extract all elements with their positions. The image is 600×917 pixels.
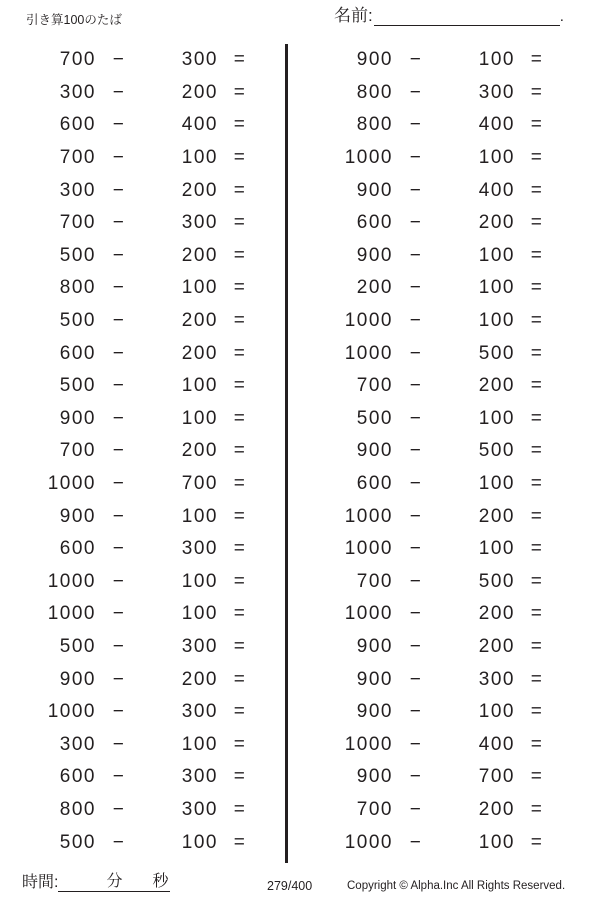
equals-icon: = — [233, 635, 247, 657]
problem-row — [297, 794, 580, 827]
operand-b: 200 — [181, 310, 218, 332]
minus-icon: − — [409, 603, 423, 625]
minus-icon: − — [409, 570, 423, 592]
equals-icon: = — [233, 244, 247, 266]
problem-row — [297, 337, 580, 370]
minutes-input[interactable] — [58, 872, 104, 892]
operand-b: 300 — [478, 668, 515, 690]
minus-icon: − — [409, 733, 423, 755]
equals-icon: = — [530, 212, 544, 234]
minus-icon: − — [112, 668, 126, 690]
operand-a: 1000 — [344, 505, 393, 527]
operand-a: 500 — [59, 635, 96, 657]
operand-a: 800 — [356, 114, 393, 136]
operand-a: 1000 — [47, 701, 96, 723]
problem-row — [0, 174, 283, 207]
operand-a: 900 — [59, 505, 96, 527]
minus-icon: − — [409, 538, 423, 560]
equals-icon: = — [530, 440, 544, 462]
problem-row — [0, 826, 283, 859]
minus-icon: − — [409, 49, 423, 71]
minus-icon: − — [112, 473, 126, 495]
operand-b: 200 — [478, 375, 515, 397]
operand-a: 700 — [356, 570, 393, 592]
seconds-input[interactable] — [124, 872, 150, 892]
operand-a: 600 — [59, 766, 96, 788]
problem-area — [0, 44, 600, 864]
equals-icon: = — [233, 505, 247, 527]
operand-a: 900 — [356, 49, 393, 71]
problem-row — [297, 598, 580, 631]
operand-a: 600 — [59, 538, 96, 560]
operand-a: 800 — [356, 81, 393, 103]
equals-icon: = — [233, 179, 247, 201]
operand-b: 100 — [478, 49, 515, 71]
operand-b: 300 — [478, 81, 515, 103]
operand-a: 800 — [59, 277, 96, 299]
operand-b: 400 — [478, 179, 515, 201]
problem-row — [0, 272, 283, 305]
minus-icon: − — [112, 733, 126, 755]
operand-b: 200 — [478, 505, 515, 527]
operand-b: 300 — [181, 538, 218, 560]
operand-a: 200 — [356, 277, 393, 299]
operand-b: 300 — [181, 49, 218, 71]
minus-icon: − — [112, 570, 126, 592]
operand-b: 300 — [181, 798, 218, 820]
problem-row — [0, 696, 283, 729]
equals-icon: = — [530, 831, 544, 853]
operand-a: 1000 — [344, 603, 393, 625]
minus-icon: − — [112, 766, 126, 788]
equals-icon: = — [233, 766, 247, 788]
page-title: 引き算100のたば — [26, 13, 122, 27]
minus-icon: − — [112, 147, 126, 169]
equals-icon: = — [530, 179, 544, 201]
problem-row — [0, 44, 283, 77]
operand-b: 100 — [478, 473, 515, 495]
operand-b: 200 — [181, 342, 218, 364]
problem-row — [297, 696, 580, 729]
operand-b: 200 — [478, 635, 515, 657]
problem-row — [297, 109, 580, 142]
equals-icon: = — [233, 701, 247, 723]
minus-icon: − — [409, 407, 423, 429]
operand-a: 700 — [356, 798, 393, 820]
operand-a: 1000 — [344, 342, 393, 364]
minus-icon: − — [409, 668, 423, 690]
minus-icon: − — [409, 179, 423, 201]
operand-b: 700 — [478, 766, 515, 788]
operand-b: 100 — [181, 570, 218, 592]
equals-icon: = — [530, 49, 544, 71]
equals-icon: = — [233, 668, 247, 690]
problem-row — [0, 207, 283, 240]
operand-a: 500 — [59, 244, 96, 266]
problem-row — [297, 174, 580, 207]
equals-icon: = — [530, 310, 544, 332]
operand-a: 900 — [356, 440, 393, 462]
problem-row — [0, 794, 283, 827]
problem-row — [297, 305, 580, 338]
minus-icon: − — [112, 603, 126, 625]
problem-row — [0, 566, 283, 599]
operand-a: 500 — [59, 310, 96, 332]
problem-row — [0, 500, 283, 533]
equals-icon: = — [233, 277, 247, 299]
problem-row — [297, 631, 580, 664]
equals-icon: = — [530, 147, 544, 169]
operand-a: 300 — [59, 81, 96, 103]
operand-a: 900 — [356, 244, 393, 266]
operand-a: 1000 — [344, 831, 393, 853]
operand-b: 100 — [181, 603, 218, 625]
operand-a: 600 — [356, 212, 393, 234]
problem-row — [297, 826, 580, 859]
operand-b: 700 — [181, 473, 218, 495]
minus-icon: − — [112, 310, 126, 332]
equals-icon: = — [233, 49, 247, 71]
operand-b: 100 — [181, 407, 218, 429]
operand-b: 100 — [478, 701, 515, 723]
problem-column-right — [297, 44, 580, 859]
minus-icon: − — [112, 538, 126, 560]
operand-b: 200 — [478, 798, 515, 820]
operand-b: 400 — [181, 114, 218, 136]
equals-icon: = — [530, 570, 544, 592]
operand-a: 700 — [356, 375, 393, 397]
operand-b: 500 — [478, 440, 515, 462]
operand-b: 200 — [478, 603, 515, 625]
operand-b: 200 — [181, 440, 218, 462]
problem-row — [0, 305, 283, 338]
operand-a: 1000 — [344, 733, 393, 755]
minus-icon: − — [112, 81, 126, 103]
minus-icon: − — [112, 212, 126, 234]
equals-icon: = — [530, 114, 544, 136]
operand-a: 300 — [59, 179, 96, 201]
problem-row — [297, 403, 580, 436]
minus-icon: − — [112, 277, 126, 299]
minus-icon: − — [409, 342, 423, 364]
minus-icon: − — [409, 277, 423, 299]
problem-row — [297, 761, 580, 794]
minus-icon: − — [409, 635, 423, 657]
minus-icon: − — [112, 114, 126, 136]
problem-row — [297, 44, 580, 77]
operand-b: 300 — [181, 212, 218, 234]
problem-row — [0, 109, 283, 142]
seconds-unit-label: 秒 — [152, 873, 169, 890]
operand-b: 100 — [478, 407, 515, 429]
equals-icon: = — [530, 701, 544, 723]
minus-icon: − — [409, 310, 423, 332]
problem-row — [0, 468, 283, 501]
equals-icon: = — [233, 81, 247, 103]
operand-a: 500 — [59, 831, 96, 853]
equals-icon: = — [530, 473, 544, 495]
minus-icon: − — [409, 440, 423, 462]
operand-a: 1000 — [344, 310, 393, 332]
problem-column-left — [0, 44, 283, 859]
equals-icon: = — [233, 798, 247, 820]
equals-icon: = — [530, 766, 544, 788]
equals-icon: = — [530, 244, 544, 266]
problem-row — [0, 435, 283, 468]
operand-a: 900 — [356, 668, 393, 690]
column-divider — [285, 44, 288, 863]
minutes-unit-label: 分 — [106, 873, 123, 890]
problem-row — [297, 240, 580, 273]
equals-icon: = — [530, 668, 544, 690]
problem-row — [297, 468, 580, 501]
operand-a: 900 — [356, 766, 393, 788]
operand-a: 600 — [59, 114, 96, 136]
problem-row — [297, 566, 580, 599]
problem-row — [0, 533, 283, 566]
operand-b: 100 — [478, 244, 515, 266]
problem-row — [0, 240, 283, 273]
equals-icon: = — [233, 212, 247, 234]
problem-row — [297, 272, 580, 305]
operand-b: 200 — [181, 244, 218, 266]
operand-a: 500 — [59, 375, 96, 397]
problem-row — [297, 77, 580, 110]
equals-icon: = — [233, 831, 247, 853]
equals-icon: = — [530, 407, 544, 429]
minus-icon: − — [112, 244, 126, 266]
minus-icon: − — [409, 505, 423, 527]
operand-b: 100 — [478, 831, 515, 853]
minus-icon: − — [112, 831, 126, 853]
operand-b: 100 — [181, 505, 218, 527]
minus-icon: − — [409, 798, 423, 820]
problem-row — [297, 207, 580, 240]
problem-row — [0, 761, 283, 794]
operand-b: 400 — [478, 114, 515, 136]
equals-icon: = — [530, 538, 544, 560]
operand-a: 600 — [356, 473, 393, 495]
operand-a: 700 — [59, 440, 96, 462]
equals-icon: = — [530, 603, 544, 625]
operand-b: 500 — [478, 570, 515, 592]
operand-b: 100 — [478, 147, 515, 169]
equals-icon: = — [530, 635, 544, 657]
equals-icon: = — [233, 473, 247, 495]
equals-icon: = — [233, 538, 247, 560]
operand-b: 200 — [181, 668, 218, 690]
minus-icon: − — [112, 635, 126, 657]
operand-a: 700 — [59, 212, 96, 234]
minus-icon: − — [409, 212, 423, 234]
operand-b: 100 — [181, 375, 218, 397]
minus-icon: − — [409, 701, 423, 723]
problem-row — [297, 370, 580, 403]
operand-b: 200 — [181, 81, 218, 103]
operand-b: 100 — [478, 277, 515, 299]
minus-icon: − — [112, 701, 126, 723]
operand-b: 200 — [478, 212, 515, 234]
minus-icon: − — [112, 798, 126, 820]
minus-icon: − — [112, 440, 126, 462]
operand-a: 900 — [59, 668, 96, 690]
problem-row — [0, 631, 283, 664]
problem-row — [297, 728, 580, 761]
problem-row — [297, 533, 580, 566]
worksheet-footer — [0, 867, 600, 917]
minus-icon: − — [112, 179, 126, 201]
time-label: 時間: — [22, 874, 59, 891]
operand-a: 600 — [59, 342, 96, 364]
minus-icon: − — [112, 375, 126, 397]
equals-icon: = — [530, 342, 544, 364]
operand-a: 1000 — [47, 603, 96, 625]
equals-icon: = — [233, 570, 247, 592]
page-number: 279/400 — [267, 879, 313, 893]
problem-row — [0, 403, 283, 436]
minus-icon: − — [112, 49, 126, 71]
equals-icon: = — [530, 798, 544, 820]
minus-icon: − — [112, 407, 126, 429]
equals-icon: = — [233, 407, 247, 429]
problem-row — [297, 663, 580, 696]
problem-row — [0, 77, 283, 110]
operand-a: 800 — [59, 798, 96, 820]
equals-icon: = — [530, 81, 544, 103]
copyright-notice: Copyright © Alpha.Inc All Rights Reserved. — [347, 880, 566, 892]
equals-icon: = — [530, 505, 544, 527]
problem-row — [0, 337, 283, 370]
operand-b: 500 — [478, 342, 515, 364]
equals-icon: = — [233, 114, 247, 136]
equals-icon: = — [233, 310, 247, 332]
minus-icon: − — [409, 473, 423, 495]
operand-b: 100 — [181, 831, 218, 853]
equals-icon: = — [233, 440, 247, 462]
operand-b: 400 — [478, 733, 515, 755]
operand-a: 1000 — [47, 473, 96, 495]
operand-a: 1000 — [344, 147, 393, 169]
equals-icon: = — [233, 342, 247, 364]
minus-icon: − — [409, 114, 423, 136]
problem-row — [0, 142, 283, 175]
minus-icon: − — [409, 244, 423, 266]
operand-b: 100 — [478, 310, 515, 332]
equals-icon: = — [233, 375, 247, 397]
minus-icon: − — [112, 505, 126, 527]
operand-a: 900 — [356, 701, 393, 723]
operand-a: 1000 — [47, 570, 96, 592]
operand-b: 100 — [181, 277, 218, 299]
name-end-mark: . — [559, 8, 564, 25]
operand-b: 200 — [181, 179, 218, 201]
equals-icon: = — [530, 733, 544, 755]
operand-a: 700 — [59, 49, 96, 71]
problem-row — [0, 370, 283, 403]
minus-icon: − — [409, 831, 423, 853]
worksheet-header — [0, 6, 600, 36]
problem-row — [0, 728, 283, 761]
operand-b: 300 — [181, 701, 218, 723]
operand-b: 300 — [181, 766, 218, 788]
problem-row — [297, 142, 580, 175]
equals-icon: = — [233, 603, 247, 625]
minus-icon: − — [112, 342, 126, 364]
operand-a: 900 — [356, 635, 393, 657]
problem-row — [297, 435, 580, 468]
problem-row — [297, 500, 580, 533]
minus-icon: − — [409, 147, 423, 169]
operand-a: 300 — [59, 733, 96, 755]
minus-icon: − — [409, 766, 423, 788]
name-label: 名前: — [334, 6, 373, 25]
operand-a: 700 — [59, 147, 96, 169]
equals-icon: = — [233, 147, 247, 169]
equals-icon: = — [530, 375, 544, 397]
equals-icon: = — [233, 733, 247, 755]
operand-b: 300 — [181, 635, 218, 657]
minus-icon: − — [409, 81, 423, 103]
name-input[interactable] — [374, 6, 560, 26]
problem-row — [0, 663, 283, 696]
operand-b: 100 — [478, 538, 515, 560]
time-field-block — [22, 872, 170, 892]
problem-row — [0, 598, 283, 631]
operand-a: 900 — [356, 179, 393, 201]
operand-b: 100 — [181, 147, 218, 169]
minus-icon: − — [409, 375, 423, 397]
equals-icon: = — [530, 277, 544, 299]
name-field-block — [334, 6, 564, 26]
operand-a: 900 — [59, 407, 96, 429]
operand-a: 500 — [356, 407, 393, 429]
operand-a: 1000 — [344, 538, 393, 560]
operand-b: 100 — [181, 733, 218, 755]
